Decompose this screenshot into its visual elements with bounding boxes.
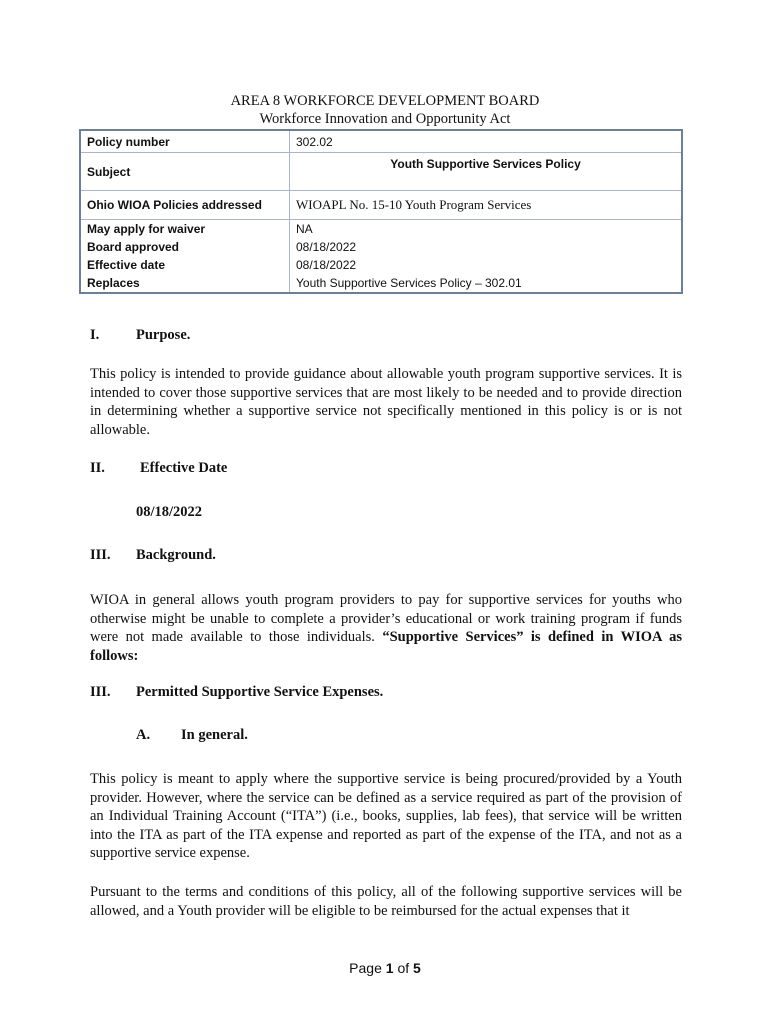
section-2-number: II. [90, 460, 105, 476]
page-footer [0, 960, 770, 976]
of-word: of [397, 960, 410, 976]
table-row [80, 130, 682, 153]
replaces-value: Youth Supportive Services Policy – 302.01 [296, 276, 522, 290]
section-2-heading: Effective Date [140, 460, 228, 476]
section-4-number: III. [90, 684, 111, 700]
act-subtitle: Workforce Innovation and Opportunity Act [259, 111, 511, 127]
background-paragraph [90, 591, 682, 665]
table-row [80, 238, 682, 256]
waiver-label: May apply for waiver [80, 220, 290, 239]
table-row [80, 220, 682, 239]
ohio-policies-value: WIOAPL No. 15-10 Youth Program Services [290, 191, 683, 220]
board-approved-value: 08/18/2022 [296, 240, 357, 254]
ohio-policies-label: Ohio WIOA Policies addressed [80, 191, 290, 220]
section-4-heading: Permitted Supportive Service Expenses. [136, 684, 384, 700]
policy-info-table [79, 129, 683, 294]
table-row [80, 191, 682, 220]
effective-date-text: 08/18/2022 [136, 504, 203, 520]
page-number: 1 [385, 960, 394, 976]
background-text: WIOA in general allows youth program providers to pay for supportive services for youths who otherwise might be unable to complete a provider’s educational or work training program if funds were not made available to those individuals. [90, 592, 682, 645]
pursuant-paragraph: Pursuant to the terms and conditions of this policy, all of the following supportive services will be allowed, and a Youth provider will be eligible to be reimbursed for the actual expenses that it [90, 884, 682, 919]
page-total: 5 [413, 960, 421, 976]
table-row [80, 153, 682, 191]
section-3-number: III. [90, 547, 111, 563]
board-approved-label: Board approved [80, 238, 290, 256]
subject-label: Subject [80, 153, 290, 191]
waiver-value: NA [296, 222, 313, 236]
table-row [80, 274, 682, 293]
section-3-heading: Background. [136, 547, 216, 563]
replaces-label: Replaces [80, 274, 290, 293]
subsection-a-heading: In general. [181, 727, 248, 743]
subsection-a-letter: A. [136, 727, 151, 743]
effective-date-value: 08/18/2022 [296, 258, 357, 272]
policy-number-value: 302.02 [290, 130, 683, 153]
subject-value: Youth Supportive Services Policy [290, 153, 683, 191]
general-paragraph: This policy is meant to apply where the supportive service is being procured/provided by a Youth provider. However, where the service can be defined as a service required as part of the provision of an Individual Training Account (“ITA”) (i.e., books, supplies, lab fees), that service will be written into the ITA as part of the ITA expense and reported as part of the expense of the ITA, and not as a supportive service expense. [90, 771, 682, 861]
page-word: Page [349, 960, 382, 976]
background-bold-text: “Supportive Services” is defined in WIOA as follows: [90, 629, 682, 664]
table-row [80, 256, 682, 274]
section-1-heading: Purpose. [136, 327, 191, 343]
section-1-number: I. [90, 327, 100, 343]
board-title: AREA 8 WORKFORCE DEVELOPMENT BOARD [230, 93, 540, 109]
purpose-paragraph: This policy is intended to provide guidance about allowable youth program supportive services. It is intended to cover those supportive services that are most likely to be needed and to provide direction in determining whether a supportive service not specifically mentioned in this policy is or is not allowable. [90, 366, 682, 438]
policy-number-label: Policy number [80, 130, 290, 153]
effective-date-label: Effective date [80, 256, 290, 274]
